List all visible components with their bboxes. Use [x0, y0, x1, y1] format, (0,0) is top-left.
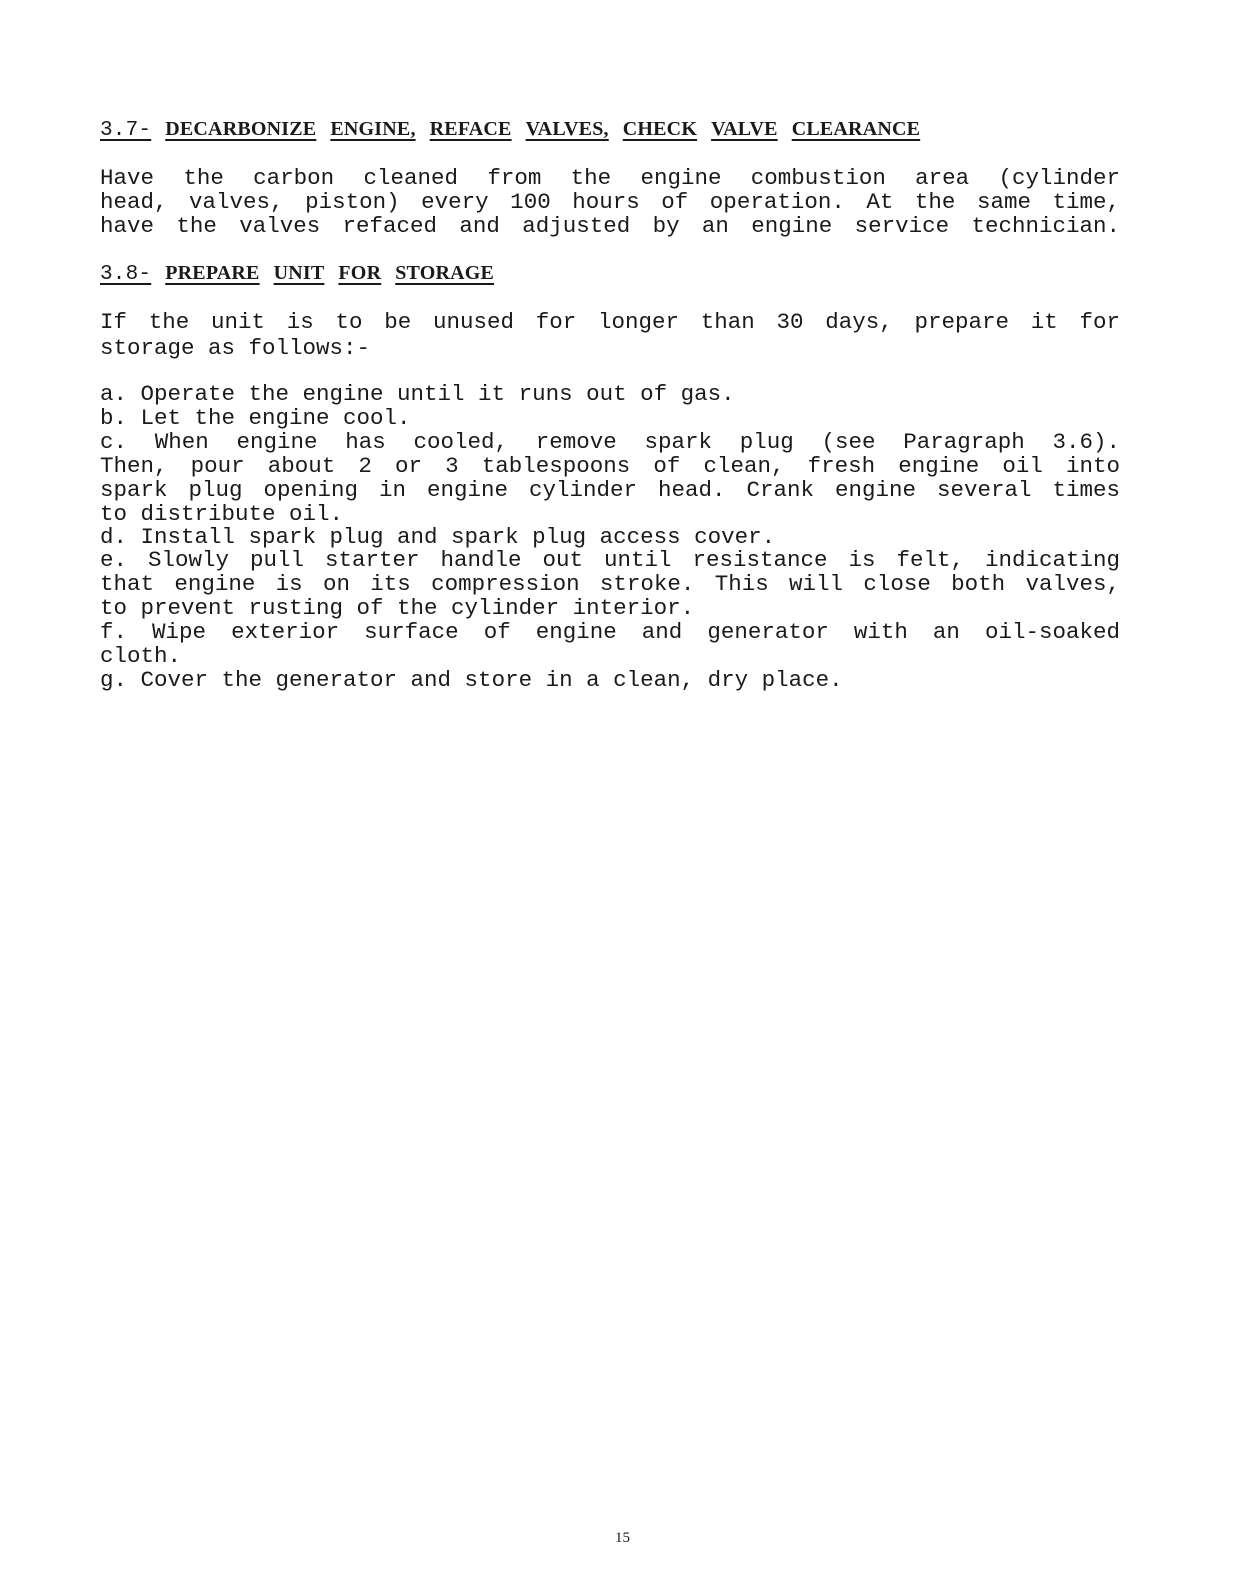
heading-word: STORAGE	[395, 262, 495, 284]
heading-word: REFACE	[429, 118, 512, 140]
heading-word: DECARBONIZE	[165, 118, 317, 140]
step-line: b. Let the engine cool.	[100, 405, 411, 431]
step-line: a. Operate the engine until it runs out of gas.	[100, 381, 735, 407]
section-3-8-number: 3.8-	[100, 263, 152, 286]
step-line: g. Cover the generator and store in a clean, dry place.	[100, 667, 843, 693]
step-line: e. Slowly pull starter handle out until resistance is felt, indicating	[100, 547, 1120, 573]
step-line: to distribute oil.	[100, 501, 344, 527]
heading-word: VALVES,	[525, 118, 609, 140]
heading-word: UNIT	[273, 262, 325, 284]
heading-word: ENGINE,	[330, 118, 416, 140]
step-line: that engine is on its compression stroke. This will close both valves,	[100, 571, 1120, 597]
heading-word: FOR	[338, 262, 382, 284]
step-line: cloth.	[100, 643, 182, 669]
page-number: 15	[615, 1530, 630, 1546]
section-3-8-heading	[100, 262, 508, 286]
paragraph-line: have the valves refaced and adjusted by an engine service technician.	[100, 213, 1120, 239]
section-3-7-number: 3.7-	[100, 119, 152, 142]
step-line: spark plug opening in engine cylinder head. Crank engine several times	[100, 477, 1120, 503]
paragraph-line: If the unit is to be unused for longer than 30 days, prepare it for	[100, 309, 1120, 335]
step-line: Then, pour about 2 or 3 tablespoons of clean, fresh engine oil into	[100, 453, 1120, 479]
step-line: to prevent rusting of the cylinder interior.	[100, 595, 695, 621]
step-line: d. Install spark plug and spark plug access cover.	[100, 524, 776, 550]
paragraph-line: head, valves, piston) every 100 hours of operation. At the same time,	[100, 189, 1120, 215]
step-line: c. When engine has cooled, remove spark plug (see Paragraph 3.6).	[100, 429, 1120, 455]
paragraph-line: storage as follows:-	[100, 335, 371, 361]
heading-word: VALVE	[711, 118, 778, 140]
step-line: f. Wipe exterior surface of engine and generator with an oil-soaked	[100, 619, 1120, 645]
heading-word: PREPARE	[165, 262, 260, 284]
heading-word: CLEARANCE	[791, 118, 921, 140]
heading-word: CHECK	[622, 118, 698, 140]
section-3-7-heading	[100, 118, 934, 142]
paragraph-line: Have the carbon cleaned from the engine combustion area (cylinder	[100, 165, 1120, 191]
